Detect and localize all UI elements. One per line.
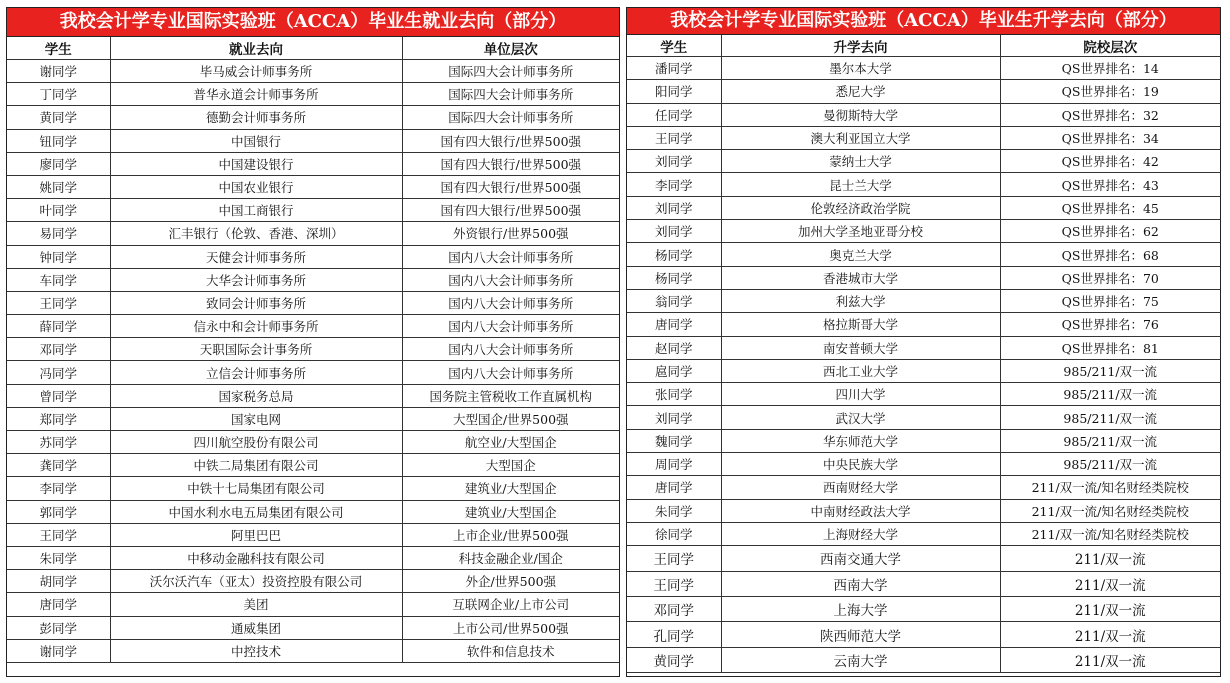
column-header-school: 升学去向 <box>721 35 1000 57</box>
further-study-rows <box>627 57 1220 673</box>
table-row <box>7 639 619 662</box>
level-cell: 国内八大会计师事务所 <box>402 315 619 338</box>
table-row <box>7 431 619 454</box>
school-level-cell: 985/211/双一流 <box>1000 453 1220 476</box>
table-row <box>7 523 619 546</box>
student-cell: 王同学 <box>7 291 110 314</box>
table-row <box>627 173 1220 196</box>
table-row <box>7 500 619 523</box>
further-study-panel <box>626 7 1221 677</box>
school-cell: 西南财经大学 <box>721 476 1000 499</box>
student-cell: 朱同学 <box>7 546 110 569</box>
table-row <box>7 106 619 129</box>
level-cell: 航空业/大型国企 <box>402 431 619 454</box>
school-cell: 中南财经政法大学 <box>721 499 1000 522</box>
student-cell: 孔同学 <box>627 622 721 647</box>
level-cell: 国有四大银行/世界500强 <box>402 199 619 222</box>
table-row <box>7 361 619 384</box>
table-row <box>627 359 1220 382</box>
school-level-cell: QS世界排名：14 <box>1000 57 1220 80</box>
student-cell: 郑同学 <box>7 407 110 430</box>
school-cell: 中央民族大学 <box>721 453 1000 476</box>
school-level-cell: 211/双一流 <box>1000 622 1220 647</box>
level-cell: 科技金融企业/国企 <box>402 546 619 569</box>
school-level-cell: QS世界排名：43 <box>1000 173 1220 196</box>
employer-cell: 中国水利水电五局集团有限公司 <box>110 500 402 523</box>
school-level-cell: QS世界排名：34 <box>1000 126 1220 149</box>
school-level-cell: 985/211/双一流 <box>1000 429 1220 452</box>
further-study-table <box>627 35 1220 673</box>
student-cell: 周同学 <box>627 453 721 476</box>
school-cell: 墨尔本大学 <box>721 57 1000 80</box>
school-level-cell: QS世界排名：45 <box>1000 196 1220 219</box>
level-cell: 外企/世界500强 <box>402 570 619 593</box>
further-study-title: 我校会计学专业国际实验班（ACCA）毕业生升学去向（部分） <box>627 8 1220 35</box>
table-row <box>627 429 1220 452</box>
school-cell: 云南大学 <box>721 647 1000 672</box>
student-cell: 姚同学 <box>7 175 110 198</box>
student-cell: 谢同学 <box>7 639 110 662</box>
level-cell: 软件和信息技术 <box>402 639 619 662</box>
table-row <box>627 476 1220 499</box>
student-cell: 王同学 <box>7 523 110 546</box>
student-cell: 任同学 <box>627 103 721 126</box>
school-cell: 陕西师范大学 <box>721 622 1000 647</box>
employer-cell: 美团 <box>110 593 402 616</box>
employer-cell: 中移动金融科技有限公司 <box>110 546 402 569</box>
employer-cell: 立信会计师事务所 <box>110 361 402 384</box>
table-row <box>7 129 619 152</box>
column-header-employer: 就业去向 <box>110 37 402 60</box>
level-cell: 国际四大会计师事务所 <box>402 83 619 106</box>
student-cell: 王同学 <box>627 126 721 149</box>
employment-rows <box>7 60 619 663</box>
student-cell: 魏同学 <box>627 429 721 452</box>
school-level-cell: 211/双一流 <box>1000 571 1220 596</box>
level-cell: 国内八大会计师事务所 <box>402 338 619 361</box>
student-cell: 李同学 <box>7 477 110 500</box>
table-row <box>7 152 619 175</box>
level-cell: 建筑业/大型国企 <box>402 500 619 523</box>
student-cell: 邓同学 <box>627 597 721 622</box>
column-header-student: 学生 <box>627 35 721 57</box>
table-row <box>7 222 619 245</box>
student-cell: 易同学 <box>7 222 110 245</box>
student-cell: 刘同学 <box>627 220 721 243</box>
level-cell: 外资银行/世界500强 <box>402 222 619 245</box>
level-cell: 国内八大会计师事务所 <box>402 361 619 384</box>
table-row <box>627 647 1220 672</box>
school-cell: 四川大学 <box>721 383 1000 406</box>
employer-cell: 致同会计师事务所 <box>110 291 402 314</box>
school-level-cell: 985/211/双一流 <box>1000 359 1220 382</box>
table-row <box>627 597 1220 622</box>
employer-cell: 中国建设银行 <box>110 152 402 175</box>
student-cell: 李同学 <box>627 173 721 196</box>
table-row <box>627 196 1220 219</box>
table-row <box>627 499 1220 522</box>
employer-cell: 汇丰银行（伦敦、香港、深圳） <box>110 222 402 245</box>
student-cell: 彭同学 <box>7 616 110 639</box>
student-cell: 黄同学 <box>627 647 721 672</box>
school-cell: 南安普顿大学 <box>721 336 1000 359</box>
school-cell: 华东师范大学 <box>721 429 1000 452</box>
school-cell: 上海大学 <box>721 597 1000 622</box>
table-row <box>7 546 619 569</box>
student-cell: 徐同学 <box>627 522 721 545</box>
table-row <box>7 616 619 639</box>
level-cell: 大型国企 <box>402 454 619 477</box>
school-cell: 武汉大学 <box>721 406 1000 429</box>
table-row <box>7 199 619 222</box>
table-row <box>627 571 1220 596</box>
student-cell: 杨同学 <box>627 266 721 289</box>
employer-cell: 毕马威会计师事务所 <box>110 60 402 83</box>
table-row <box>627 336 1220 359</box>
table-row <box>7 315 619 338</box>
student-cell: 杨同学 <box>627 243 721 266</box>
student-cell: 阳同学 <box>627 80 721 103</box>
level-cell: 国际四大会计师事务所 <box>402 106 619 129</box>
table-row <box>627 57 1220 80</box>
level-cell: 国有四大银行/世界500强 <box>402 129 619 152</box>
school-cell: 蒙纳士大学 <box>721 150 1000 173</box>
employer-cell: 阿里巴巴 <box>110 523 402 546</box>
student-cell: 翁同学 <box>627 289 721 312</box>
table-row <box>627 266 1220 289</box>
student-cell: 王同学 <box>627 546 721 571</box>
school-cell: 利兹大学 <box>721 289 1000 312</box>
school-level-cell: 211/双一流 <box>1000 597 1220 622</box>
student-cell: 薛同学 <box>7 315 110 338</box>
level-cell: 大型国企/世界500强 <box>402 407 619 430</box>
student-cell: 胡同学 <box>7 570 110 593</box>
school-cell: 西南大学 <box>721 571 1000 596</box>
table-row <box>7 407 619 430</box>
level-cell: 国内八大会计师事务所 <box>402 268 619 291</box>
table-row <box>627 220 1220 243</box>
table-row <box>7 60 619 83</box>
student-cell: 郭同学 <box>7 500 110 523</box>
level-cell: 国内八大会计师事务所 <box>402 291 619 314</box>
student-cell: 黄同学 <box>7 106 110 129</box>
employer-cell: 国家税务总局 <box>110 384 402 407</box>
employer-cell: 通威集团 <box>110 616 402 639</box>
school-level-cell: 985/211/双一流 <box>1000 406 1220 429</box>
level-cell: 上市企业/世界500强 <box>402 523 619 546</box>
table-row <box>627 383 1220 406</box>
table-row <box>627 546 1220 571</box>
student-cell: 丁同学 <box>7 83 110 106</box>
table-row <box>7 83 619 106</box>
school-level-cell: QS世界排名：70 <box>1000 266 1220 289</box>
student-cell: 刘同学 <box>627 406 721 429</box>
school-level-cell: QS世界排名：76 <box>1000 313 1220 336</box>
employer-cell: 信永中和会计师事务所 <box>110 315 402 338</box>
school-level-cell: 211/双一流/知名财经类院校 <box>1000 522 1220 545</box>
student-cell: 唐同学 <box>627 313 721 336</box>
school-cell: 格拉斯哥大学 <box>721 313 1000 336</box>
employer-cell: 大华会计师事务所 <box>110 268 402 291</box>
employer-cell: 天职国际会计事务所 <box>110 338 402 361</box>
table-row <box>7 245 619 268</box>
employer-cell: 德勤会计师事务所 <box>110 106 402 129</box>
table-row <box>7 454 619 477</box>
school-level-cell: 211/双一流 <box>1000 546 1220 571</box>
employment-panel <box>6 7 620 677</box>
student-cell: 廖同学 <box>7 152 110 175</box>
column-header-student: 学生 <box>7 37 110 60</box>
table-row <box>7 291 619 314</box>
school-level-cell: QS世界排名：42 <box>1000 150 1220 173</box>
school-level-cell: QS世界排名：32 <box>1000 103 1220 126</box>
table-row <box>7 175 619 198</box>
table-header-row <box>7 37 619 60</box>
student-cell: 唐同学 <box>627 476 721 499</box>
student-cell: 邓同学 <box>7 338 110 361</box>
student-cell: 叶同学 <box>7 199 110 222</box>
table-row <box>627 243 1220 266</box>
student-cell: 潘同学 <box>627 57 721 80</box>
employer-cell: 中国银行 <box>110 129 402 152</box>
employer-cell: 中控技术 <box>110 639 402 662</box>
level-cell: 国有四大银行/世界500强 <box>402 152 619 175</box>
employer-cell: 天健会计师事务所 <box>110 245 402 268</box>
school-cell: 西南交通大学 <box>721 546 1000 571</box>
school-level-cell: QS世界排名：81 <box>1000 336 1220 359</box>
school-cell: 曼彻斯特大学 <box>721 103 1000 126</box>
table-row <box>627 406 1220 429</box>
student-cell: 刘同学 <box>627 150 721 173</box>
employer-cell: 中铁二局集团有限公司 <box>110 454 402 477</box>
table-row <box>7 570 619 593</box>
table-row <box>627 453 1220 476</box>
table-header-row <box>627 35 1220 57</box>
student-cell: 苏同学 <box>7 431 110 454</box>
employer-cell: 沃尔沃汽车（亚太）投资控股有限公司 <box>110 570 402 593</box>
student-cell: 钟同学 <box>7 245 110 268</box>
table-row <box>7 477 619 500</box>
student-cell: 张同学 <box>627 383 721 406</box>
student-cell: 唐同学 <box>7 593 110 616</box>
level-cell: 国务院主管税收工作直属机构 <box>402 384 619 407</box>
school-cell: 昆士兰大学 <box>721 173 1000 196</box>
level-cell: 互联网企业/上市公司 <box>402 593 619 616</box>
column-header-school-level: 院校层次 <box>1000 35 1220 57</box>
employer-cell: 中国工商银行 <box>110 199 402 222</box>
table-row <box>627 150 1220 173</box>
school-level-cell: 211/双一流/知名财经类院校 <box>1000 499 1220 522</box>
table-row <box>627 80 1220 103</box>
student-cell: 龚同学 <box>7 454 110 477</box>
table-row <box>7 593 619 616</box>
level-cell: 国有四大银行/世界500强 <box>402 175 619 198</box>
table-row <box>7 338 619 361</box>
employer-cell: 普华永道会计师事务所 <box>110 83 402 106</box>
student-cell: 冯同学 <box>7 361 110 384</box>
school-cell: 伦敦经济政治学院 <box>721 196 1000 219</box>
school-cell: 澳大利亚国立大学 <box>721 126 1000 149</box>
employer-cell: 中铁十七局集团有限公司 <box>110 477 402 500</box>
school-cell: 香港城市大学 <box>721 266 1000 289</box>
employment-title: 我校会计学专业国际实验班（ACCA）毕业生就业去向（部分） <box>7 8 619 37</box>
student-cell: 钮同学 <box>7 129 110 152</box>
student-cell: 赵同学 <box>627 336 721 359</box>
table-row <box>627 289 1220 312</box>
student-cell: 朱同学 <box>627 499 721 522</box>
level-cell: 上市公司/世界500强 <box>402 616 619 639</box>
level-cell: 建筑业/大型国企 <box>402 477 619 500</box>
employer-cell: 四川航空股份有限公司 <box>110 431 402 454</box>
table-row <box>627 103 1220 126</box>
table-row <box>7 384 619 407</box>
employer-cell: 国家电网 <box>110 407 402 430</box>
school-cell: 悉尼大学 <box>721 80 1000 103</box>
level-cell: 国内八大会计师事务所 <box>402 245 619 268</box>
school-level-cell: 211/双一流 <box>1000 647 1220 672</box>
student-cell: 曾同学 <box>7 384 110 407</box>
student-cell: 刘同学 <box>627 196 721 219</box>
table-row <box>627 126 1220 149</box>
level-cell: 国际四大会计师事务所 <box>402 60 619 83</box>
table-row <box>627 622 1220 647</box>
table-row <box>7 268 619 291</box>
school-level-cell: QS世界排名：75 <box>1000 289 1220 312</box>
table-row <box>627 313 1220 336</box>
school-cell: 奥克兰大学 <box>721 243 1000 266</box>
school-cell: 加州大学圣地亚哥分校 <box>721 220 1000 243</box>
school-level-cell: 211/双一流/知名财经类院校 <box>1000 476 1220 499</box>
student-cell: 车同学 <box>7 268 110 291</box>
employment-table <box>7 37 619 663</box>
table-row <box>627 522 1220 545</box>
school-cell: 西北工业大学 <box>721 359 1000 382</box>
student-cell: 扈同学 <box>627 359 721 382</box>
column-header-level: 单位层次 <box>402 37 619 60</box>
school-level-cell: QS世界排名：19 <box>1000 80 1220 103</box>
school-level-cell: 985/211/双一流 <box>1000 383 1220 406</box>
school-level-cell: QS世界排名：62 <box>1000 220 1220 243</box>
student-cell: 谢同学 <box>7 60 110 83</box>
school-cell: 上海财经大学 <box>721 522 1000 545</box>
employer-cell: 中国农业银行 <box>110 175 402 198</box>
student-cell: 王同学 <box>627 571 721 596</box>
school-level-cell: QS世界排名：68 <box>1000 243 1220 266</box>
